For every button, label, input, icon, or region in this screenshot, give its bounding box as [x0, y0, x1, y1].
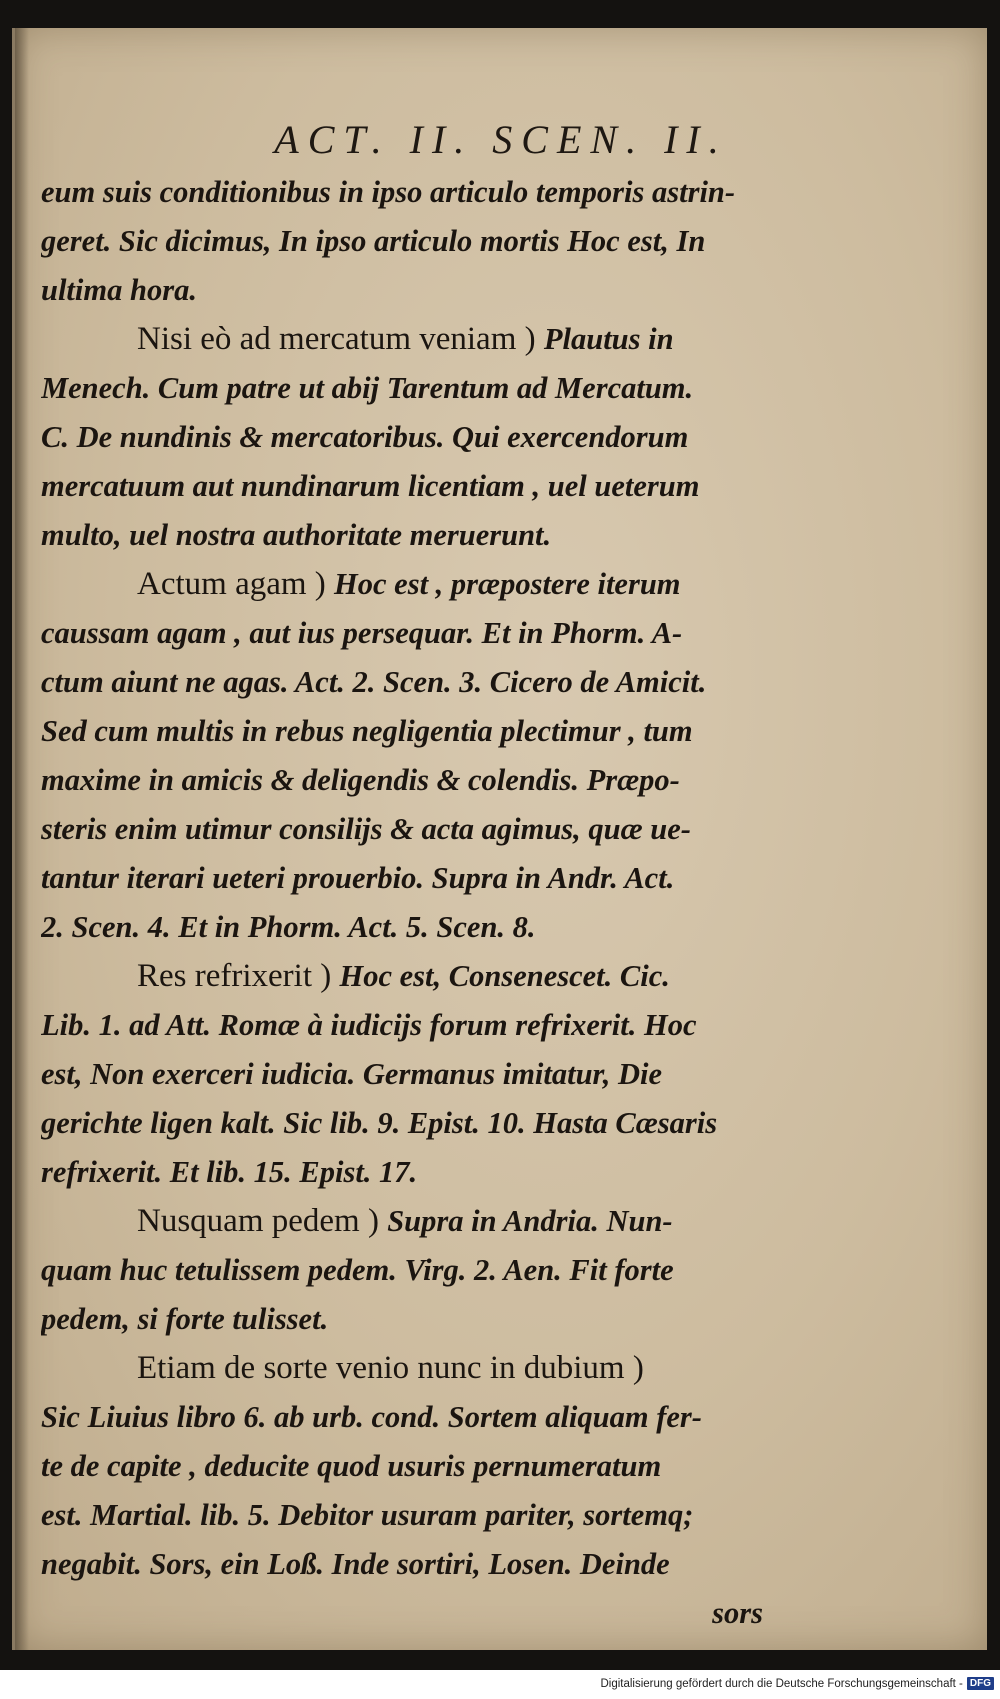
commentary-text: 2. Scen. 4. Et in Phorm. Act. 5. Scen. 8. — [41, 910, 536, 944]
lemma-text: Etiam de sorte venio nunc in dubium ) — [137, 1350, 644, 1386]
text-line — [41, 1197, 763, 1246]
running-head: ACT. II. SCEN. II. — [274, 117, 728, 162]
text-line — [41, 903, 763, 952]
commentary-text: Hoc est, Consenescet. Cic. — [339, 959, 670, 993]
lemma-text: Actum agam ) — [137, 566, 335, 602]
commentary-text: Lib. 1. ad Att. Romæ à iudicijs forum refrixerit. Hoc — [41, 1008, 697, 1042]
text-line — [41, 609, 763, 658]
text-line — [41, 1050, 763, 1099]
text-line — [41, 315, 763, 364]
commentary-text: Hoc est , præpostere iterum — [334, 567, 681, 601]
commentary-text: Supra in Andria. Nun- — [387, 1204, 673, 1238]
commentary-text: caussam agam , aut ius persequar. Et in Phorm. A- — [41, 616, 683, 650]
text-line — [41, 511, 763, 560]
commentary-text: Sic Liuius libro 6. ab urb. cond. Sortem aliquam fer- — [41, 1400, 702, 1434]
commentary-text: refrixerit. Et lib. 15. Epist. 17. — [41, 1155, 418, 1189]
text-line — [41, 1246, 763, 1295]
commentary-text: geret. Sic dicimus, In ipso articulo mortis Hoc est, In — [41, 224, 706, 258]
commentary-text: tantur iterari ueteri prouerbio. Supra in Andr. Act. — [41, 861, 675, 895]
commentary-text: negabit. Sors, ein Loß. Inde sortiri, Losen. Deinde — [41, 1547, 670, 1581]
commentary-text: te de capite , deducite quod usuris pernumeratum — [41, 1449, 662, 1483]
commentary-text: C. De nundinis & mercatoribus. Qui exercendorum — [41, 420, 689, 454]
commentary-text: steris enim utimur consilijs & acta agimus, quæ ue- — [41, 812, 691, 846]
text-line — [41, 1393, 763, 1442]
commentary-text: mercatuum aut nundinarum licentiam , uel ueterum — [41, 469, 700, 503]
lemma-text: Nisi eò ad mercatum veniam ) — [137, 321, 544, 357]
text-line — [41, 266, 763, 315]
text-line — [41, 1001, 763, 1050]
text-line — [41, 1540, 763, 1589]
text-line — [41, 1099, 763, 1148]
text-line — [41, 217, 763, 266]
commentary-text: Plautus in — [543, 322, 674, 356]
commentary-text: eum suis conditionibus in ipso articulo temporis astrin- — [41, 175, 736, 209]
text-line — [41, 1344, 763, 1393]
catchword-text: sors — [712, 1596, 763, 1630]
text-line — [41, 364, 763, 413]
footer — [600, 1677, 994, 1690]
commentary-text: ctum aiunt ne agas. Act. 2. Scen. 3. Cicero de Amicit. — [41, 665, 707, 699]
footer-credit: Digitalisierung gefördert durch die Deutsche Forschungsgemeinschaft - — [600, 1677, 963, 1690]
commentary-text: maxime in amicis & deligendis & colendis. Præpo- — [41, 763, 680, 797]
text-line — [41, 756, 763, 805]
commentary-text: gerichte ligen kalt. Sic lib. 9. Epist. 10. Hasta Cæsaris — [41, 1106, 718, 1140]
catchword — [41, 1589, 763, 1638]
binding-shadow — [15, 28, 29, 1650]
text-line — [41, 854, 763, 903]
text-line — [41, 658, 763, 707]
book-page — [12, 28, 987, 1650]
text-line — [41, 1295, 763, 1344]
text-line — [41, 805, 763, 854]
body-text — [41, 168, 763, 1638]
commentary-text: ultima hora. — [41, 273, 197, 307]
text-line — [41, 168, 763, 217]
text-line — [41, 560, 763, 609]
text-line — [41, 1491, 763, 1540]
commentary-text: est. Martial. lib. 5. Debitor usuram pariter, sortemq; — [41, 1498, 694, 1532]
dfg-logo-icon: DFG — [967, 1677, 994, 1690]
text-line — [41, 1148, 763, 1197]
text-line — [41, 1442, 763, 1491]
lemma-text: Nusquam pedem ) — [137, 1203, 388, 1239]
commentary-text: pedem, si forte tulisset. — [41, 1302, 329, 1336]
text-line — [41, 462, 763, 511]
commentary-text: est, Non exerceri iudicia. Germanus imitatur, Die — [41, 1057, 663, 1091]
text-line — [41, 413, 763, 462]
lemma-text: Res refrixerit ) — [137, 958, 340, 994]
text-line — [41, 707, 763, 756]
commentary-text: Sed cum multis in rebus negligentia plectimur , tum — [41, 714, 693, 748]
commentary-text: Menech. Cum patre ut abij Tarentum ad Mercatum. — [41, 371, 694, 405]
text-line — [41, 952, 763, 1001]
commentary-text: multo, uel nostra authoritate meruerunt. — [41, 518, 552, 552]
commentary-text: quam huc tetulissem pedem. Virg. 2. Aen. Fit forte — [41, 1253, 674, 1287]
